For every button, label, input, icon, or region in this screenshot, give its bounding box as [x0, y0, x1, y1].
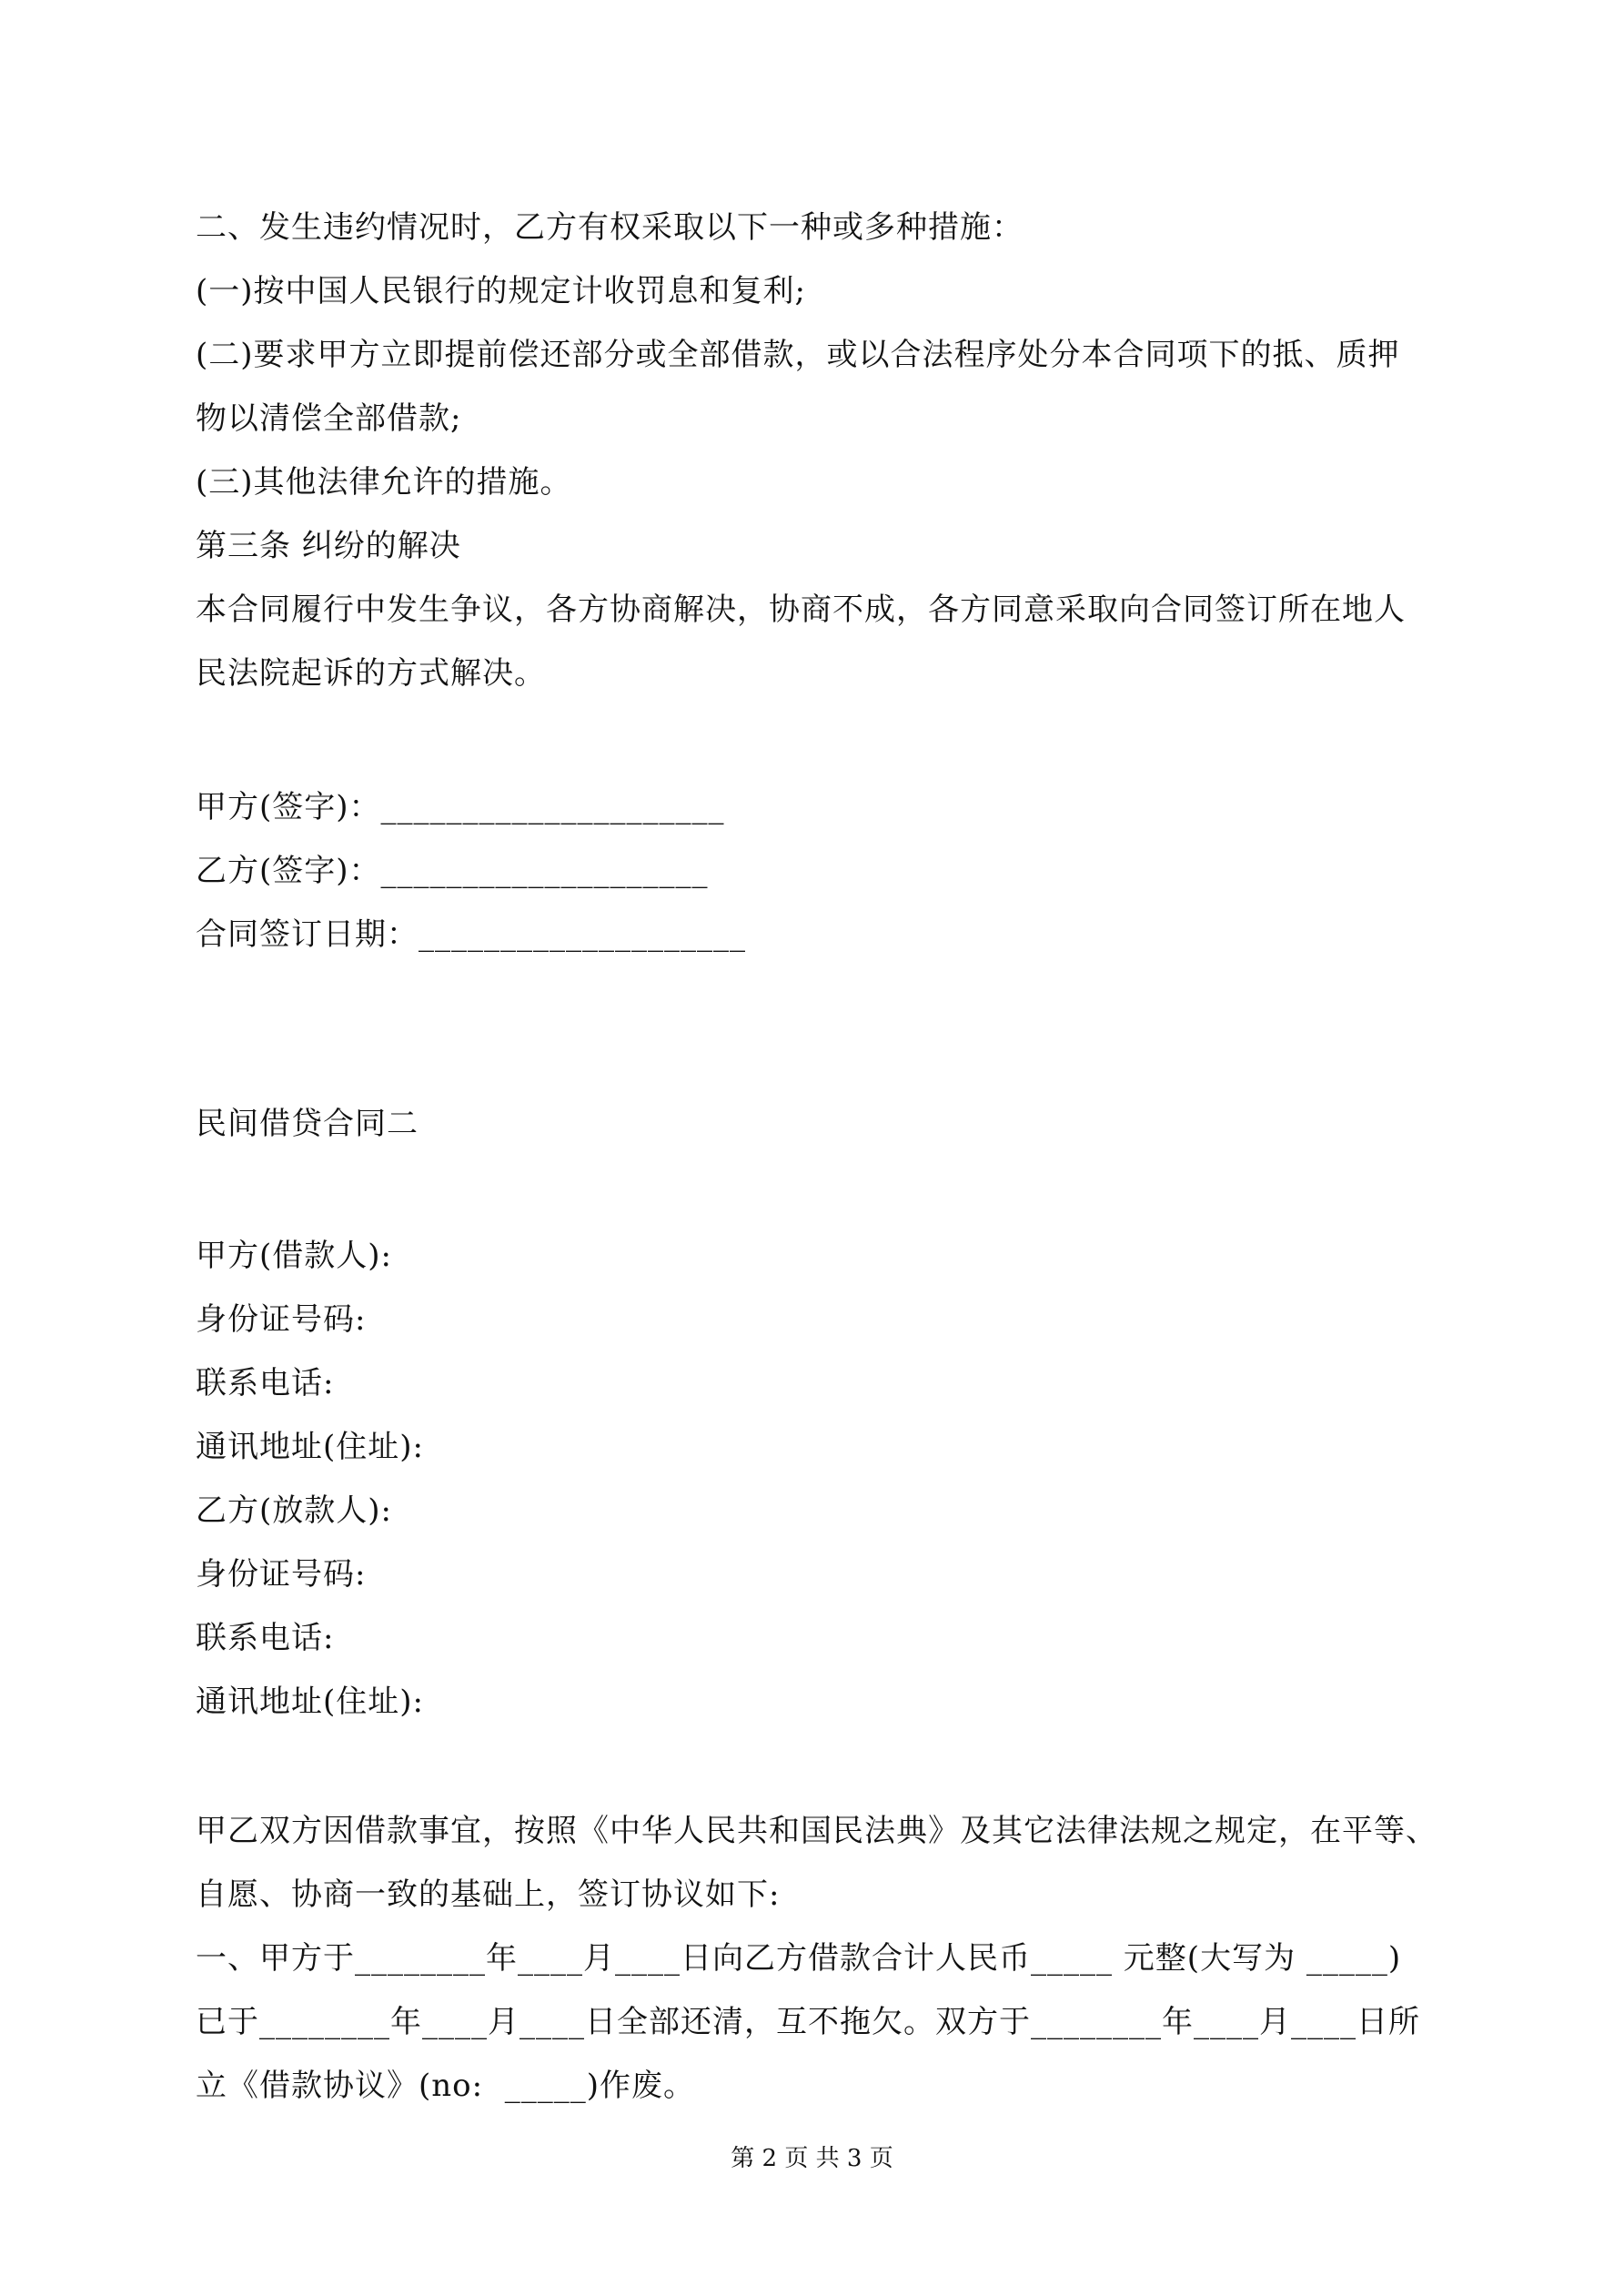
- article-3-body: 本合同履行中发生争议，各方协商解决，协商不成，各方同意采取向合同签订所在地人: [196, 592, 1406, 628]
- borrower-id-label: 身份证号码:: [196, 1301, 367, 1338]
- lender-id-label: 身份证号码:: [196, 1556, 367, 1593]
- lender-phone-label: 联系电话:: [196, 1620, 335, 1656]
- contract-signing-date: 合同签订日期：____________________: [196, 916, 746, 953]
- lender-label: 乙方(放款人):: [196, 1492, 392, 1529]
- clause-2-item-1: (一)按中国人民银行的规定计收罚息和复利;: [196, 273, 806, 309]
- page-footer: 第 2 页 共 3 页: [731, 2145, 893, 2172]
- borrower-phone-label: 联系电话:: [196, 1365, 335, 1401]
- party-b-signature: 乙方(签字)：____________________: [196, 853, 709, 889]
- clause-1-cont: 已于________年____月____日全部还清，互不拖欠。双方于________年____月____日所: [196, 2004, 1420, 2040]
- clause-2-heading: 二、发生违约情况时，乙方有权采取以下一种或多种措施：: [196, 209, 1024, 246]
- article-3-heading: 第三条 纠纷的解决: [196, 528, 461, 564]
- clause-2-item-3: (三)其他法律允许的措施。: [196, 464, 572, 501]
- article-3-body-cont: 民法院起诉的方式解决。: [196, 655, 546, 692]
- party-a-signature: 甲方(签字)：_____________________: [196, 789, 725, 825]
- clause-2-item-2: (二)要求甲方立即提前偿还部分或全部借款，或以合法程序处分本合同项下的抵、质押: [196, 337, 1400, 373]
- clause-1: 一、甲方于________年____月____日向乙方借款合计人民币_____ 元整(大写为 _____): [196, 1940, 1402, 1977]
- preamble-cont: 自愿、协商一致的基础上，签订协议如下:: [196, 1876, 781, 1913]
- clause-1-cont-2: 立《借款协议》(no: _____)作废。: [196, 2068, 695, 2104]
- borrower-address-label: 通讯地址(住址):: [196, 1429, 424, 1465]
- preamble: 甲乙双方因借款事宜，按照《中华人民共和国民法典》及其它法律法规之规定，在平等、: [196, 1813, 1437, 1849]
- borrower-label: 甲方(借款人):: [196, 1238, 392, 1274]
- clause-2-item-2-cont: 物以清偿全部借款;: [196, 400, 462, 437]
- lender-address-label: 通讯地址(住址):: [196, 1684, 424, 1720]
- contract-2-title: 民间借贷合同二: [196, 1106, 419, 1142]
